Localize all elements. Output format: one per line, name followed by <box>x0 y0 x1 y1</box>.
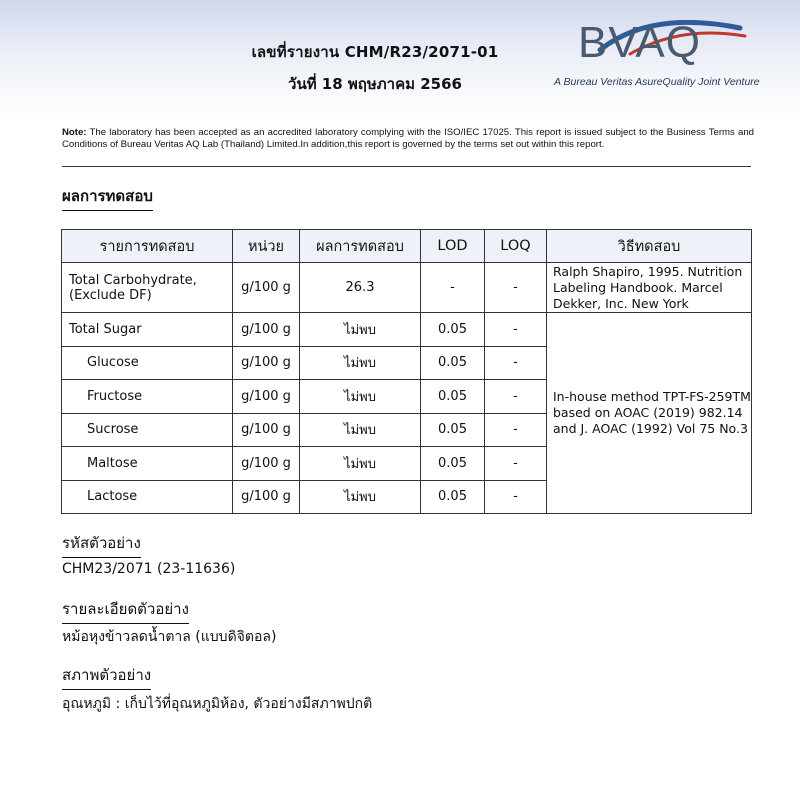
row-result: ไม่พบ <box>300 380 421 414</box>
row-loq: - <box>485 313 547 347</box>
row-item: Sucrose <box>62 413 233 447</box>
row-unit: g/100 g <box>233 447 300 481</box>
row-result: ไม่พบ <box>300 413 421 447</box>
report-date: วันที่ 18 พฤษภาคม 2566 <box>288 75 462 93</box>
row-item: Maltose <box>62 447 233 481</box>
row-result: ไม่พบ <box>300 480 421 514</box>
bvaq-logo <box>550 18 760 98</box>
row-item: Glucose <box>62 346 233 380</box>
header-divider <box>62 166 751 167</box>
row-loq: - <box>485 380 547 414</box>
row-item: Lactose <box>62 480 233 514</box>
table-header-row <box>62 230 752 263</box>
column-header-unit: หน่วย <box>233 230 300 263</box>
row-lod: 0.05 <box>421 380 485 414</box>
row-lod: - <box>421 263 485 313</box>
column-header-lod: LOD <box>421 230 485 263</box>
row-result: ไม่พบ <box>300 313 421 347</box>
logo-tagline: A Bureau Veritas AsureQuality Joint Venture <box>554 76 760 88</box>
row-lod: 0.05 <box>421 447 485 481</box>
row-item: Total Sugar <box>62 313 233 347</box>
note-text: The laboratory has been accepted as an accredited laboratory complying with the ISO/IEC 17025. This report is issued subject to the Business Terms and Conditions of Bureau Veritas AQ Lab (Thailand) Limited.In addition,this report is governed by the terms set out within this report. <box>62 127 755 150</box>
results-table <box>61 229 752 514</box>
row-unit: g/100 g <box>233 380 300 414</box>
column-header-item: รายการทดสอบ <box>62 230 233 263</box>
results-section-title: ผลการทดสอบ <box>62 184 153 211</box>
sugar-method-cell: In-house method TPT-FS-259TM based on AOAC (2019) 982.14 and J. AOAC (1992) Vol 75 No.3 <box>547 313 752 514</box>
note-label: Note: <box>62 127 87 138</box>
row-unit: g/100 g <box>233 413 300 447</box>
report-number: เลขที่รายงาน CHM/R23/2071-01 <box>251 43 499 61</box>
accreditation-note <box>62 127 754 151</box>
table-row <box>62 313 752 347</box>
row-method: Ralph Shapiro, 1995. Nutrition Labeling Handbook. Marcel Dekker, Inc. New York <box>547 263 752 313</box>
row-item: Total Carbohydrate, (Exclude DF) <box>62 263 233 313</box>
sample-code-title: รหัสตัวอย่าง <box>62 531 141 558</box>
sample-condition-title: สภาพตัวอย่าง <box>62 663 151 690</box>
row-item: Fructose <box>62 380 233 414</box>
row-lod: 0.05 <box>421 346 485 380</box>
logo-text: BVAQ <box>578 18 702 67</box>
row-unit: g/100 g <box>233 346 300 380</box>
row-unit: g/100 g <box>233 480 300 514</box>
row-result: ไม่พบ <box>300 447 421 481</box>
row-loq: - <box>485 263 547 313</box>
row-loq: - <box>485 346 547 380</box>
column-header-loq: LOQ <box>485 230 547 263</box>
column-header-method: วิธีทดสอบ <box>547 230 752 263</box>
sample-code-value: CHM23/2071 (23-11636) <box>62 561 236 577</box>
sample-detail-value: หม้อหุงข้าวลดน้ำตาล (แบบดิจิตอล) <box>62 629 277 645</box>
row-lod: 0.05 <box>421 413 485 447</box>
row-unit: g/100 g <box>233 263 300 313</box>
row-unit: g/100 g <box>233 313 300 347</box>
row-lod: 0.05 <box>421 480 485 514</box>
sample-detail-title: รายละเอียดตัวอย่าง <box>62 597 189 624</box>
column-header-result: ผลการทดสอบ <box>300 230 421 263</box>
row-loq: - <box>485 480 547 514</box>
row-loq: - <box>485 447 547 481</box>
row-lod: 0.05 <box>421 313 485 347</box>
sample-condition-value: อุณหภูมิ : เก็บไว้ที่อุณหภูมิห้อง, ตัวอย่างมีสภาพปกติ <box>62 696 373 712</box>
row-result: 26.3 <box>300 263 421 313</box>
table-row <box>62 263 752 313</box>
row-result: ไม่พบ <box>300 346 421 380</box>
row-loq: - <box>485 413 547 447</box>
